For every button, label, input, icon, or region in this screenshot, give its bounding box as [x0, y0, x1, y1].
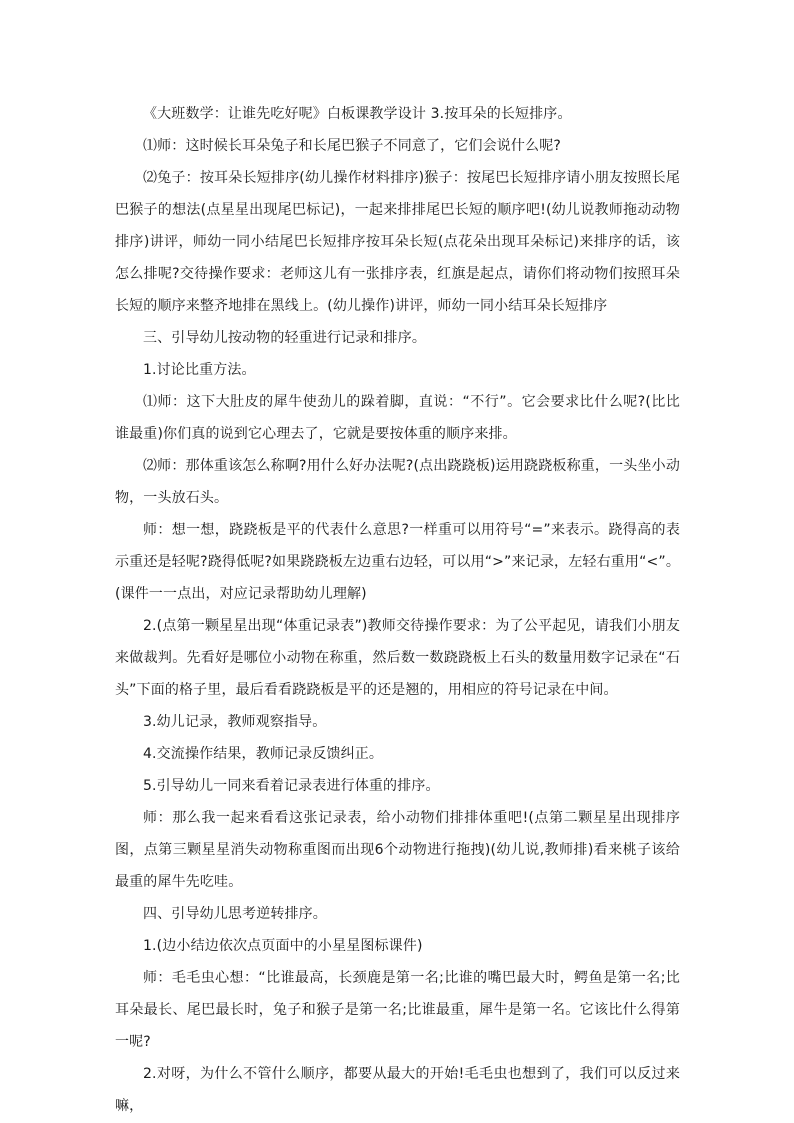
paragraph-step-3: 3.幼儿记录，教师观察指导。 [143, 714, 327, 730]
paragraph-reverse: 2.对呀，为什么不管什么顺序，都要从最大的开始!毛毛虫也想到了，我们可以反过来嘛， [115, 1066, 680, 1114]
paragraph-weight-sorting: 师：那么我一起来看看这张记录表，给小动物们排排体重吧!(点第二颗星星出现排序图，点第三颗星星消失动物称重图而出现6个动物进行拖拽)(幼儿说,教师排)看来桃子该给最重的犀牛先吃哇。 [115, 810, 680, 890]
section-heading-four: 四、引导幼儿思考逆转排序。 [143, 906, 327, 922]
paragraph-caterpillar: 师：毛毛虫心想：“比谁最高，长颈鹿是第一名;比谁的嘴巴最大时，鳄鱼是第一名;比耳朵最长、尾巴最长时，兔子和猴子是第一名;比谁最重，犀牛是第一名。它该比什么得第一呢? [115, 970, 680, 1050]
paragraph-weight-record-table: 2.(点第一颗星星出现“体重记录表”)教师交待操作要求：为了公平起见，请我们小朋友来做裁判。先看好是哪位小动物在称重，然后数一数跷跷板上石头的数量用数字记录在“石头”下面的格子里，最后看看跷跷板是平的还是翘的，用相应的符号记录在中间。 [115, 618, 680, 698]
paragraph-rhino: ⑴师：这下大肚皮的犀牛使劲儿的跺着脚，直说：“不行”。它会要求比什么呢?(比比谁最重)你们真的说到它心理去了，它就是要按体重的顺序来排。 [115, 394, 680, 442]
section-heading-three: 三、引导幼儿按动物的轻重进行记录和排序。 [143, 330, 426, 346]
paragraph-rabbit-monkey-sorting: ⑵兔子：按耳朵长短排序(幼儿操作材料排序)猴子：按尾巴长短排序请小朋友按照长尾巴猴子的想法(点星星出现尾巴标记)，一起来排排尾巴长短的顺序吧!(幼儿说教师拖动动物排序)讲评，师幼一同小结尾巴长短排序按耳朵长短(点花朵出现耳朵标记)来排序的话，该怎么排呢?交待操作要求：老师这儿有一张排序表，红旗是起点，请你们将动物们按照耳朵长短的顺序来整齐地排在黑线上。(幼儿操作)讲评，师幼一同小结耳朵长短排序 [115, 170, 680, 314]
paragraph-title-line: 《大班数学：让谁先吃好呢》白板课教学设计 3.按耳朵的长短排序。 [143, 106, 572, 122]
paragraph-summary-stars: 1.(边小结边依次点页面中的小星星图标课件) [143, 938, 423, 954]
document-body [115, 98, 680, 1122]
paragraph-seesaw: ⑵师：那体重该怎么称啊?用什么好办法呢?(点出跷跷板)运用跷跷板称重，一头坐小动物，一头放石头。 [115, 458, 680, 506]
paragraph-step-4: 4.交流操作结果，教师记录反馈纠正。 [143, 746, 384, 762]
paragraph-symbols: 师：想一想，跷跷板是平的代表什么意思?一样重可以用符号“=”来表示。跷得高的表示重还是轻呢?跷得低呢?如果跷跷板左边重右边轻，可以用“>”来记录，左轻右重用“<”。(课件一一点出，对应记录帮助幼儿理解) [115, 522, 680, 602]
paragraph-step-5: 5.引导幼儿一同来看着记录表进行体重的排序。 [143, 778, 440, 794]
paragraph-discuss-weighing: 1.讨论比重方法。 [143, 362, 256, 378]
paragraph-teacher-question: ⑴师：这时候长耳朵兔子和长尾巴猴子不同意了，它们会说什么呢? [143, 138, 561, 154]
